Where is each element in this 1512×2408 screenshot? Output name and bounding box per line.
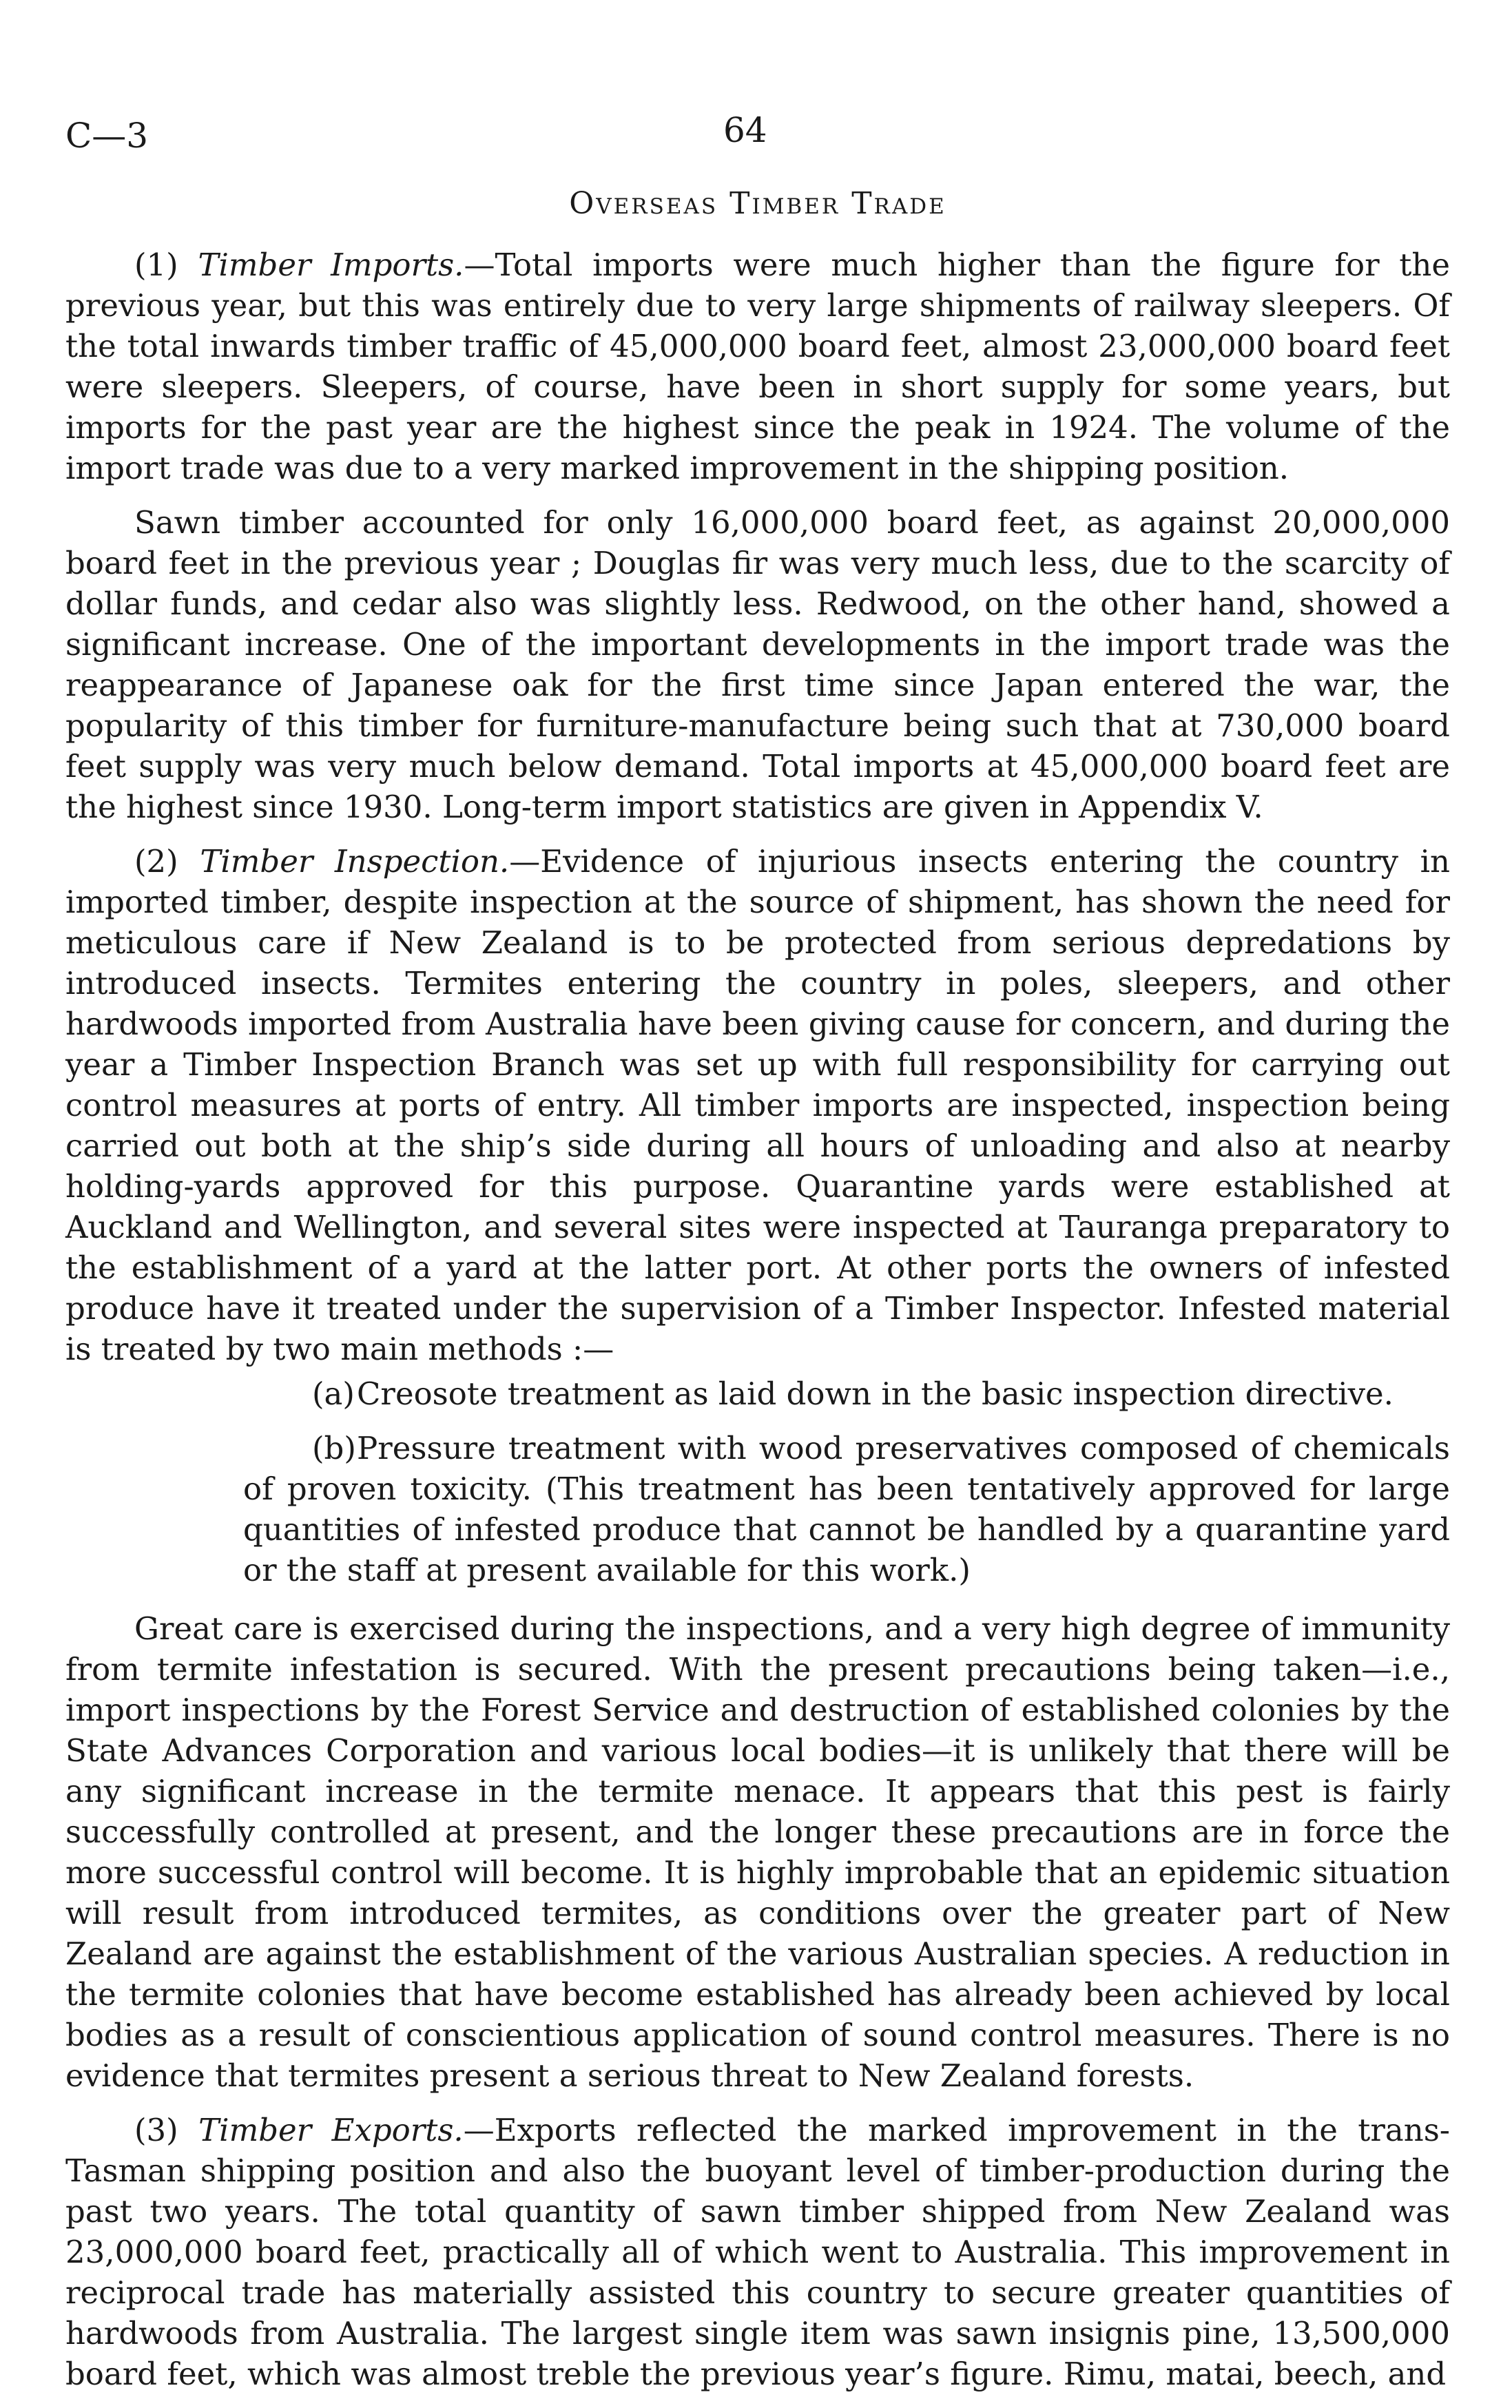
page-number: 64 [723,110,767,150]
section-number: (1) [134,247,178,283]
page-header [65,103,1450,179]
paragraph-text: Great care is exercised during the inspections, and a very high degree of immunity from termite infestation is secured. With the present precautions being taken—i.e., import inspections by the Forest Service and destruction of established colonies by the State Advances Corporation and various local bodies—it is unlikely that there will be any significant increase in the termite menace. It appears that this pest is fairly successfully controlled at present, and the longer these precautions are in force the more successful control will become. It is highly improbable that an epidemic situation will result from introduced termites, as conditions over the greater part of New Zealand are against the establishment of the various Australian species. A reduction in the termite colonies that have become established has already been achieved by local bodies as a result of conscientious application of sound control measures. There is no evidence that termites present a serious threat to New Zealand forests. [65,1610,1450,2094]
list-item [65,1373,1450,1414]
document-code: C—3 [65,116,149,156]
treatment-methods-list [65,1373,1450,1590]
list-item-text: Pressure treatment with wood preservatives composed of chemicals of proven toxicity. (This treatment has been tentatively approved for large quantities of infested produce that cannot be handled by a quarantine yard or the staff at present available for this work.) [243,1430,1450,1588]
paragraph-text: —Total imports were much higher than the figure for the previous year, but this was entirely due to very large shipments of railway sleepers. Of the total inwards timber traffic of 45,000,000 board feet, almost 23,000,000 board feet were sleepers. Sleepers, of course, have been in short supply for some years, but imports for the past year are the highest since the peak in 1924. The volume of the import trade was due to a very marked improvement in the shipping position. [65,247,1451,486]
list-item-text: Creosote treatment as laid down in the basic inspection directive. [357,1376,1394,1412]
section-heading: Timber Exports. [198,2112,464,2148]
list-item [65,1428,1450,1590]
paragraph-termite-care [65,1608,1450,2096]
paragraph-text: —Exports reflected the marked improvement in the trans-Tasman shipping position and also the buoyant level of timber-production during the past two years. The total quantity of sawn timber shipped from New Zealand was 23,000,000 board feet, practically all of which went to Australia. This improvement in reciprocal trade has materially assisted this country to secure greater quantities of hardwoods from Australia. The largest single item was sawn insignis pine, 13,500,000 board feet, which was almost treble the previous year’s figure. Rimu, matai, beech, and [65,2112,1450,2392]
document-page [65,103,1451,2392]
section-heading: Timber Imports. [198,247,464,283]
list-item-label: (a) [312,1376,355,1412]
paragraph-timber-imports [65,245,1450,488]
paragraph-text: Sawn timber accounted for only 16,000,000 board feet, as against 20,000,000 board feet in the previous year ; Douglas fir was very much less, due to the scarcity of dollar funds, and cedar also was slightly less. Redwood, on the other hand, showed a significant increase. One of the important developments in the import trade was the reappearance of Japanese oak for the first time since Japan entered the war, the popularity of this timber for furniture-manufacture being such that at 730,000 board feet supply was very much below demand. Total imports at 45,000,000 board feet are the highest since 1930. Long-term import statistics are given in Appendix V. [65,504,1450,825]
section-number: (2) [134,843,178,880]
paragraph-timber-inspection [65,841,1450,1369]
paragraph-text: —Evidence of injurious insects entering the country in imported timber, despite inspection at the source of shipment, has shown the need for meticulous care if New Zealand is to be protected from serious depredations by introduced insects. Termites entering the country in poles, sleepers, and other hardwoods imported from Australia have been giving cause for concern, and during the year a Timber Inspection Branch was set up with full responsibility for carrying out control measures at ports of entry. All timber imports are inspected, inspection being carried out both at the ship’s side during all hours of unloading and also at nearby holding-yards approved for this purpose. Quarantine yards were established at Auckland and Wellington, and several sites were inspected at Tauranga preparatory to the establishment of a yard at the latter port. At other ports the owners of infested produce have it treated under the supervision of a Timber Inspector. Infested material is treated by two main methods :— [65,843,1451,1367]
document-body [65,245,1450,2408]
section-heading: Timber Inspection. [200,843,510,880]
section-title: Overseas Timber Trade [569,186,946,221]
list-item-label: (b) [312,1430,356,1466]
paragraph-timber-exports [65,2110,1450,2394]
section-number: (3) [134,2112,178,2148]
paragraph-sawn-timber [65,502,1450,827]
